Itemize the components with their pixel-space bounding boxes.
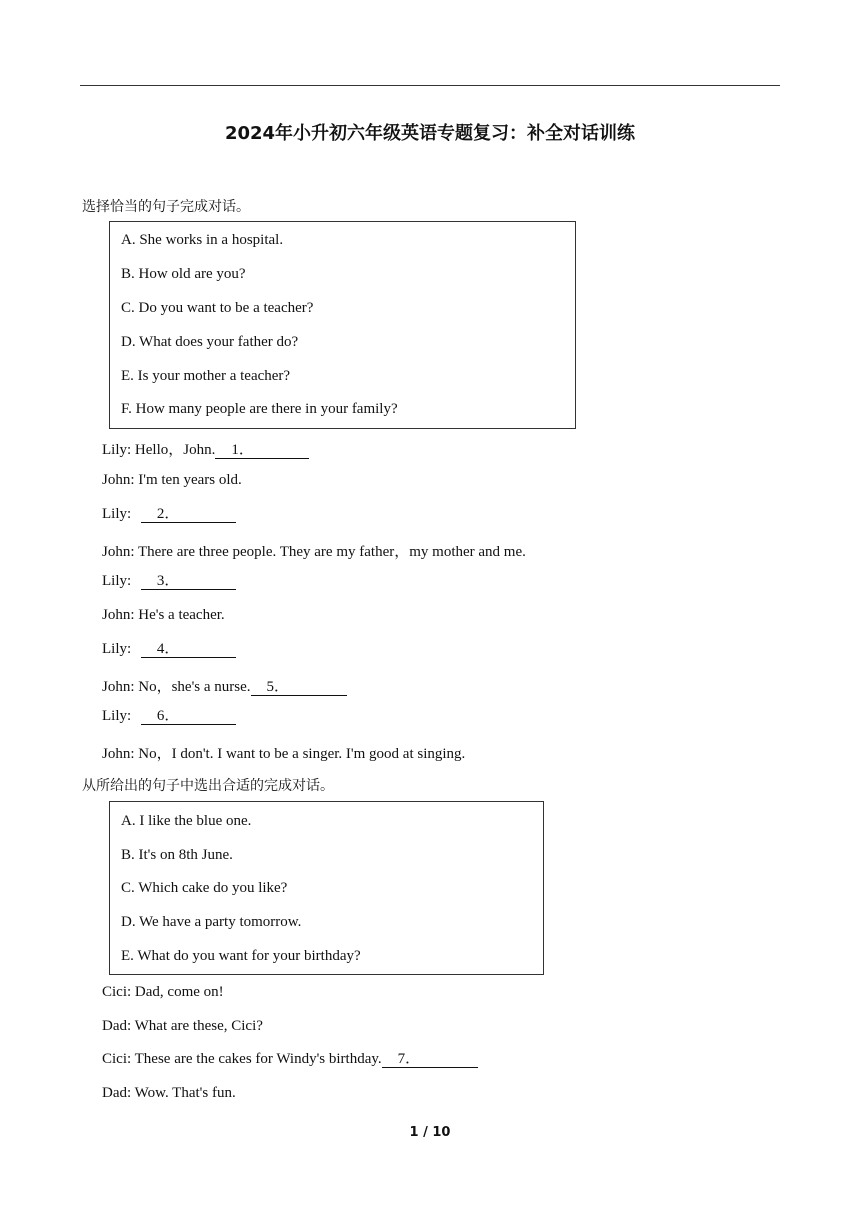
dialogue-line bbox=[102, 506, 236, 523]
option-item: D. We have a party tomorrow. bbox=[121, 914, 302, 930]
option-item: D. What does your father do? bbox=[121, 334, 299, 350]
option-item: E. What do you want for your birthday? bbox=[121, 948, 361, 964]
blank-number: 2． bbox=[156, 506, 180, 522]
blank-number: 5． bbox=[266, 679, 290, 695]
dialogue-text: Lily: bbox=[102, 641, 135, 657]
page-number: 1 / 10 bbox=[409, 1125, 451, 1140]
dialogue-text: Cici: Dad, come on! bbox=[102, 984, 224, 1000]
dialogue-line bbox=[102, 540, 526, 561]
option-item: C. Do you want to be a teacher? bbox=[121, 300, 314, 316]
dialogue-text: John: He's a teacher. bbox=[102, 607, 225, 623]
option-item: B. How old are you? bbox=[121, 266, 246, 282]
dialogue-text: John: There are three people. They are my father，my mother and me. bbox=[102, 544, 526, 560]
answer-blank[interactable] bbox=[141, 573, 236, 590]
dialogue-line bbox=[102, 1018, 263, 1035]
dialogue-line bbox=[102, 573, 236, 590]
answer-blank[interactable] bbox=[141, 708, 236, 725]
answer-blank[interactable] bbox=[141, 506, 236, 523]
blank-number: 1． bbox=[231, 442, 254, 458]
dialogue-line bbox=[102, 708, 236, 725]
dialogue-line bbox=[102, 1085, 236, 1102]
dialogue-line bbox=[102, 641, 236, 658]
option-item: F. How many people are there in your family? bbox=[121, 401, 398, 417]
section1-instruction: 选择恰当的句子完成对话。 bbox=[82, 199, 250, 215]
dialogue-line bbox=[102, 472, 242, 489]
option-item: C. Which cake do you like? bbox=[121, 880, 288, 896]
blank-number: 6． bbox=[156, 708, 180, 724]
blank-number: 4． bbox=[156, 641, 180, 657]
dialogue-text: Lily: bbox=[102, 573, 135, 589]
answer-blank[interactable] bbox=[251, 679, 347, 696]
dialogue-line bbox=[102, 438, 309, 459]
dialogue-text: Dad: What are these, Cici? bbox=[102, 1018, 263, 1034]
dialogue-text: John: No，she's a nurse. bbox=[102, 679, 251, 695]
dialogue-text: John: I'm ten years old. bbox=[102, 472, 242, 488]
dialogue-text: Lily: bbox=[102, 708, 135, 724]
blank-number: 3． bbox=[156, 573, 180, 589]
dialogue-text: Lily: Hello，John. bbox=[102, 442, 216, 458]
option-item: A. She works in a hospital. bbox=[121, 232, 284, 248]
option-item: A. I like the blue one. bbox=[121, 813, 252, 829]
answer-blank[interactable] bbox=[215, 442, 309, 459]
section1-options-box bbox=[109, 221, 576, 429]
dialogue-line bbox=[102, 675, 347, 696]
answer-blank[interactable] bbox=[382, 1051, 478, 1068]
option-item: E. Is your mother a teacher? bbox=[121, 368, 291, 384]
option-item: B. It's on 8th June. bbox=[121, 847, 233, 863]
dialogue-line bbox=[102, 607, 225, 624]
dialogue-text: Cici: These are the cakes for Windy's birthday. bbox=[102, 1051, 382, 1067]
dialogue-text: Lily: bbox=[102, 506, 135, 522]
section2-options-box bbox=[109, 801, 544, 975]
page-title: 2024年小升初六年级英语专题复习：补全对话训练 bbox=[224, 123, 636, 144]
answer-blank[interactable] bbox=[141, 641, 236, 658]
dialogue-text: John: No，I don't. I want to be a singer. I'm good at singing. bbox=[102, 746, 466, 762]
header-rule bbox=[80, 85, 780, 86]
section2-instruction: 从所给出的句子中选出合适的完成对话。 bbox=[82, 778, 334, 794]
dialogue-text: Dad: Wow. That's fun. bbox=[102, 1085, 236, 1101]
dialogue-line bbox=[102, 984, 224, 1001]
dialogue-line bbox=[102, 1051, 478, 1068]
blank-number: 7． bbox=[397, 1051, 421, 1067]
dialogue-line bbox=[102, 742, 465, 763]
